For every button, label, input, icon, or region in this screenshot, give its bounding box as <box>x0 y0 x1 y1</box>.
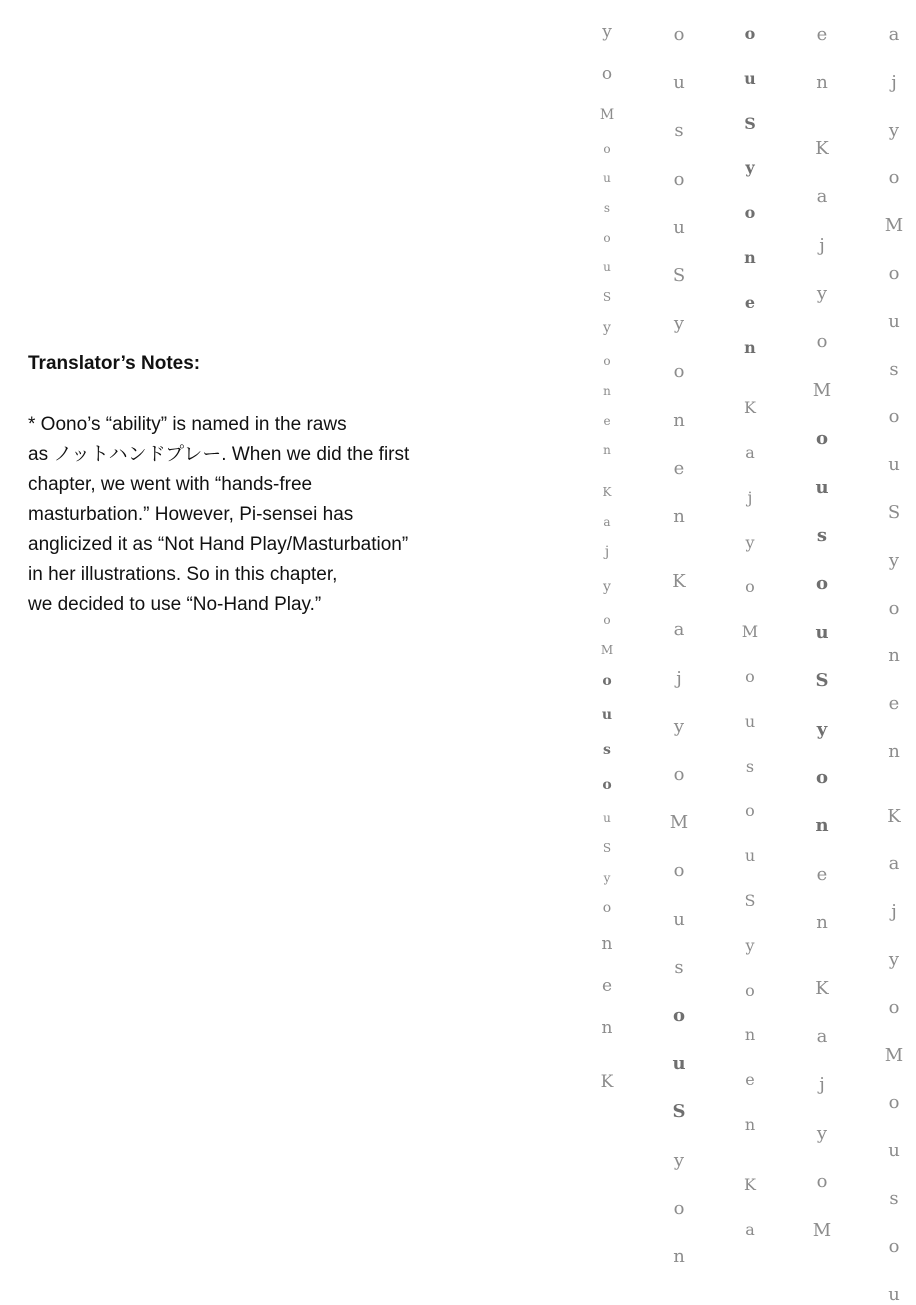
decorative-letter: S <box>744 890 756 910</box>
notes-line: in her illustrations. So in this chapter, <box>28 564 338 585</box>
decorative-letter: o <box>888 597 900 619</box>
decorative-letter: n <box>673 409 685 431</box>
decorative-letter: o <box>603 230 611 245</box>
decorative-letter: M <box>812 1219 832 1241</box>
decorative-letter: a <box>745 442 755 462</box>
decorative-letter: K <box>815 977 829 999</box>
decorative-letter: u <box>673 216 685 238</box>
decorative-letter: n <box>601 1017 613 1038</box>
decorative-letter: y <box>673 715 685 737</box>
decorative-letter: y <box>745 935 755 955</box>
decorative-letter: s <box>674 120 684 142</box>
decorative-letter: s <box>889 1187 899 1209</box>
decorative-letter: o <box>673 1197 685 1219</box>
decorative-letter: y <box>603 319 611 336</box>
decorative-letter: M <box>884 1044 904 1066</box>
decorative-letter: s <box>603 741 611 758</box>
decorative-letter: o <box>815 573 828 595</box>
decorative-letter: M <box>599 107 615 123</box>
decorative-letter: e <box>816 24 828 45</box>
decorative-letter: y <box>816 718 828 740</box>
decorative-letter: u <box>603 260 611 275</box>
decorative-letter: o <box>888 1235 900 1257</box>
decorative-letter: o <box>603 354 611 369</box>
notes-line: masturbation.” However, Pi-sensei has <box>28 504 354 525</box>
decorative-text-column <box>587 0 627 1300</box>
decorative-letter: o <box>744 24 756 43</box>
notes-line: anglicized it as “Not Hand Play/Masturbation” <box>28 534 409 555</box>
decorative-letter: u <box>888 454 900 476</box>
decorative-letter: y <box>603 870 611 885</box>
decorative-letter: o <box>673 763 685 785</box>
decorative-letter: o <box>602 776 612 793</box>
decorative-letter: o <box>815 766 828 788</box>
decorative-text-column <box>730 0 770 1300</box>
decorative-letter: y <box>816 282 828 304</box>
notes-line: chapter, we went with “hands-free <box>28 474 313 495</box>
decorative-letter: u <box>673 908 685 930</box>
decorative-letter: j <box>819 1074 825 1096</box>
decorative-letter: o <box>603 141 611 156</box>
decorative-letter: o <box>745 801 755 821</box>
decorative-letter: n <box>603 383 611 398</box>
decorative-letter: u <box>673 72 685 94</box>
decorative-letter: s <box>745 756 755 776</box>
decorative-letter: M <box>741 622 759 642</box>
decorative-letter: y <box>603 578 611 595</box>
decorative-letter: S <box>672 265 686 286</box>
translator-notes <box>28 350 548 620</box>
decorative-letter: a <box>888 853 900 875</box>
decorative-letter: n <box>601 933 613 954</box>
decorative-letter: n <box>888 645 900 667</box>
decorative-letter: y <box>745 158 755 178</box>
decorative-letter: o <box>673 361 685 383</box>
notes-line: * Oono’s “ability” is named in the raws <box>28 414 347 435</box>
decorative-letter: j <box>747 487 753 507</box>
decorative-letter: o <box>673 860 685 882</box>
decorative-letter: u <box>603 811 611 826</box>
decorative-letter: j <box>604 544 610 561</box>
decorative-letter: j <box>891 901 897 923</box>
decorative-letter: y <box>673 1149 685 1171</box>
decorative-letter: o <box>602 672 612 689</box>
decorative-letter: n <box>744 1114 756 1134</box>
decorative-letter: K <box>600 1071 614 1092</box>
decorative-letter: o <box>888 996 900 1018</box>
decorative-text-column <box>802 0 842 1300</box>
notes-title: Translator’s Notes: <box>28 353 201 374</box>
notes-body <box>28 410 548 620</box>
decorative-letter: S <box>887 502 901 523</box>
decorative-letter: e <box>816 863 828 885</box>
decorative-letter: y <box>673 313 685 335</box>
decorative-letter: s <box>816 524 828 546</box>
decorative-text-column <box>874 0 914 1305</box>
decorative-letter: e <box>888 693 900 715</box>
decorative-letter: y <box>888 549 900 571</box>
decorative-letter: e <box>603 413 611 428</box>
decorative-letter: n <box>816 912 828 934</box>
decorative-letter: M <box>669 812 689 834</box>
decorative-letter: j <box>676 667 682 689</box>
decorative-letter: K <box>744 398 756 418</box>
decorative-letter: o <box>745 980 755 1000</box>
decorative-letter: n <box>744 248 756 267</box>
decorative-letter: S <box>672 1101 686 1123</box>
decorative-letter: y <box>888 119 900 141</box>
decorative-letter: o <box>673 168 685 190</box>
notes-line: we decided to use “No-Hand Play.” <box>28 594 322 615</box>
decorative-letter: o <box>745 666 755 686</box>
decorative-letter: a <box>816 1025 828 1047</box>
decorative-letter: o <box>888 406 900 428</box>
decorative-letter: u <box>744 711 756 731</box>
decorative-letter: o <box>603 613 611 628</box>
decorative-letter: u <box>888 1140 900 1162</box>
decorative-letter: K <box>887 805 901 827</box>
decorative-letter: o <box>816 1171 828 1193</box>
decorative-letter: u <box>672 1053 686 1075</box>
decorative-letter: s <box>603 200 611 215</box>
decorative-letter: y <box>888 948 900 970</box>
decorative-letter: o <box>816 331 828 353</box>
decorative-letter: n <box>603 443 611 458</box>
decorative-letter: s <box>674 956 684 978</box>
decorative-letter: S <box>815 670 829 692</box>
decorative-letter: n <box>816 72 828 94</box>
decorative-letter: K <box>815 137 829 159</box>
decorative-letter: o <box>815 428 828 450</box>
decorative-letter: a <box>603 514 611 529</box>
decorative-letter: y <box>816 1122 828 1144</box>
decorative-letter: K <box>602 484 612 499</box>
decorative-letter: S <box>602 289 612 304</box>
decorative-letter: j <box>819 234 825 256</box>
decorative-letter: y <box>745 532 755 552</box>
decorative-letter: o <box>744 203 756 223</box>
decorative-letter: K <box>744 1175 756 1195</box>
decorative-letter: e <box>673 457 685 479</box>
decorative-letter: n <box>888 741 900 762</box>
decorative-letter: u <box>888 310 900 332</box>
decorative-letter: y <box>602 22 612 42</box>
decorative-letter: n <box>673 506 685 527</box>
decorative-letter: M <box>812 379 832 401</box>
decorative-letter: M <box>884 215 904 237</box>
decorative-letter: u <box>744 846 756 866</box>
decorative-letter: u <box>815 621 829 643</box>
decorative-letter: u <box>888 1283 900 1305</box>
decorative-text-column <box>659 0 699 1300</box>
decorative-letter: e <box>745 1070 755 1090</box>
decorative-letter: K <box>672 571 686 593</box>
decorative-letter: o <box>888 167 900 189</box>
decorative-letter: S <box>744 113 756 133</box>
decorative-letter: o <box>601 64 613 84</box>
decorative-letter: S <box>602 840 612 855</box>
decorative-letter: n <box>744 1025 756 1045</box>
decorative-letter: o <box>602 900 612 917</box>
decorative-letter: u <box>815 476 829 498</box>
decorative-letter: o <box>672 1004 685 1026</box>
notes-line: as ノットハンドプレー. When we did the first <box>28 444 410 465</box>
decorative-letter: n <box>744 337 756 357</box>
decorative-letter: u <box>744 68 756 88</box>
decorative-letter: a <box>816 186 828 208</box>
decorative-letter: o <box>888 263 900 284</box>
decorative-letter: s <box>889 358 899 380</box>
decorative-letter: j <box>891 71 897 93</box>
decorative-letter: u <box>603 171 611 186</box>
decorative-letter: a <box>673 619 685 641</box>
decorative-letter: o <box>745 577 755 597</box>
decorative-letter: M <box>600 643 614 658</box>
decorative-letter: a <box>888 24 900 45</box>
decorative-letter: u <box>601 707 613 724</box>
decorative-letter: e <box>744 292 756 312</box>
decorative-letter: o <box>888 1092 900 1114</box>
decorative-letter: n <box>815 815 829 837</box>
decorative-letter: e <box>601 975 613 996</box>
decorative-letter: n <box>673 1245 685 1267</box>
decorative-letter: o <box>673 24 685 45</box>
decorative-letter: a <box>745 1220 755 1240</box>
